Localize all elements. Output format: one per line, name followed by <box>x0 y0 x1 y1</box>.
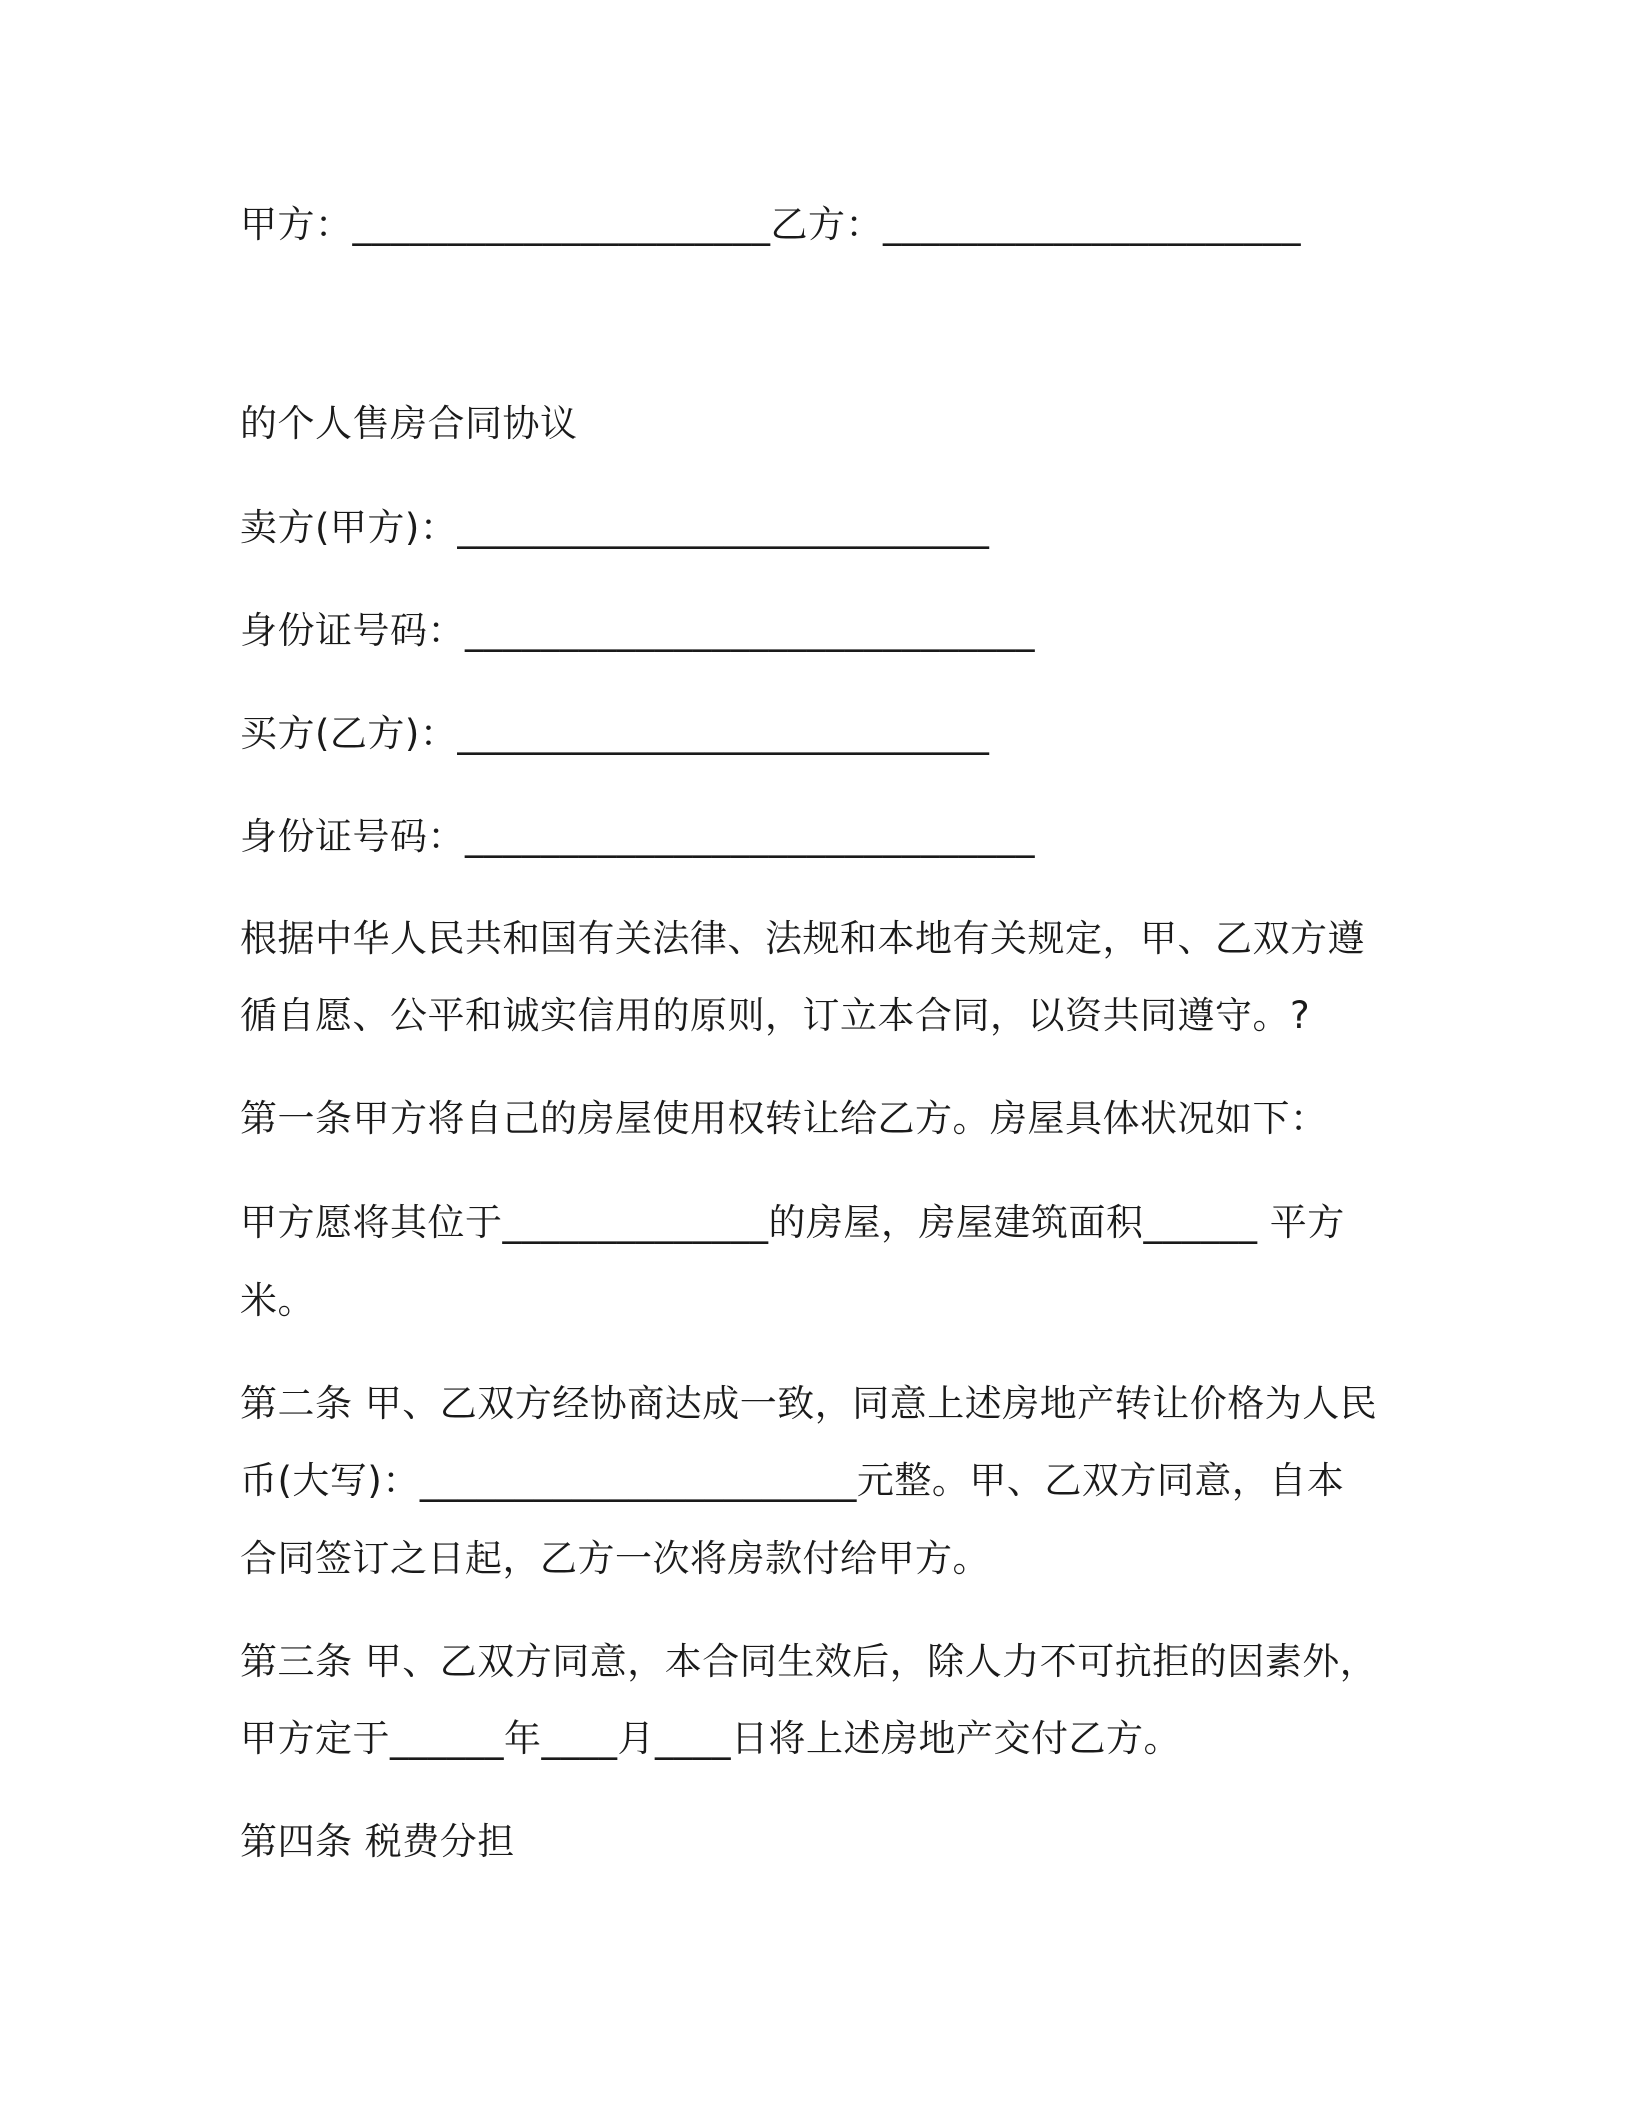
preamble-line-1: 根据中华人民共和国有关法律、法规和本地有关规定，甲、乙双方遵 <box>240 917 1365 960</box>
party-header-line: 甲方：______________________乙方：______________________ <box>240 203 1301 246</box>
article-1-line-2: 米。 <box>240 1279 315 1322</box>
article-2-line-3: 合同签订之日起，乙方一次将房款付给甲方。 <box>240 1537 990 1580</box>
buyer-field: 买方(乙方)：____________________________ <box>240 712 990 755</box>
article-3-line-1: 第三条 甲、乙双方同意，本合同生效后，除人力不可抗拒的因素外， <box>240 1640 1378 1683</box>
seller-id-field: 身份证号码：______________________________ <box>240 609 1035 652</box>
seller-field: 卖方(甲方)：____________________________ <box>240 506 990 549</box>
preamble-line-2: 循自愿、公平和诚实信用的原则，订立本合同，以资共同遵守。? <box>240 994 1311 1037</box>
article-3-line-2: 甲方定于______年____月____日将上述房地产交付乙方。 <box>240 1717 1181 1760</box>
article-4-heading: 第四条 税费分担 <box>240 1820 515 1863</box>
article-2-line-2: 币(大写)：_______________________元整。甲、乙双方同意，自本 <box>240 1459 1345 1502</box>
buyer-id-field: 身份证号码：______________________________ <box>240 815 1035 858</box>
article-2-line-1: 第二条 甲、乙双方经协商达成一致，同意上述房地产转让价格为人民 <box>240 1382 1378 1425</box>
article-1-line-1: 甲方愿将其位于______________的房屋，房屋建筑面积______ 平方 <box>240 1201 1345 1244</box>
document-title: 的个人售房合同协议 <box>240 402 578 445</box>
article-1-heading: 第一条甲方将自己的房屋使用权转让给乙方。房屋具体状况如下： <box>240 1097 1328 1140</box>
